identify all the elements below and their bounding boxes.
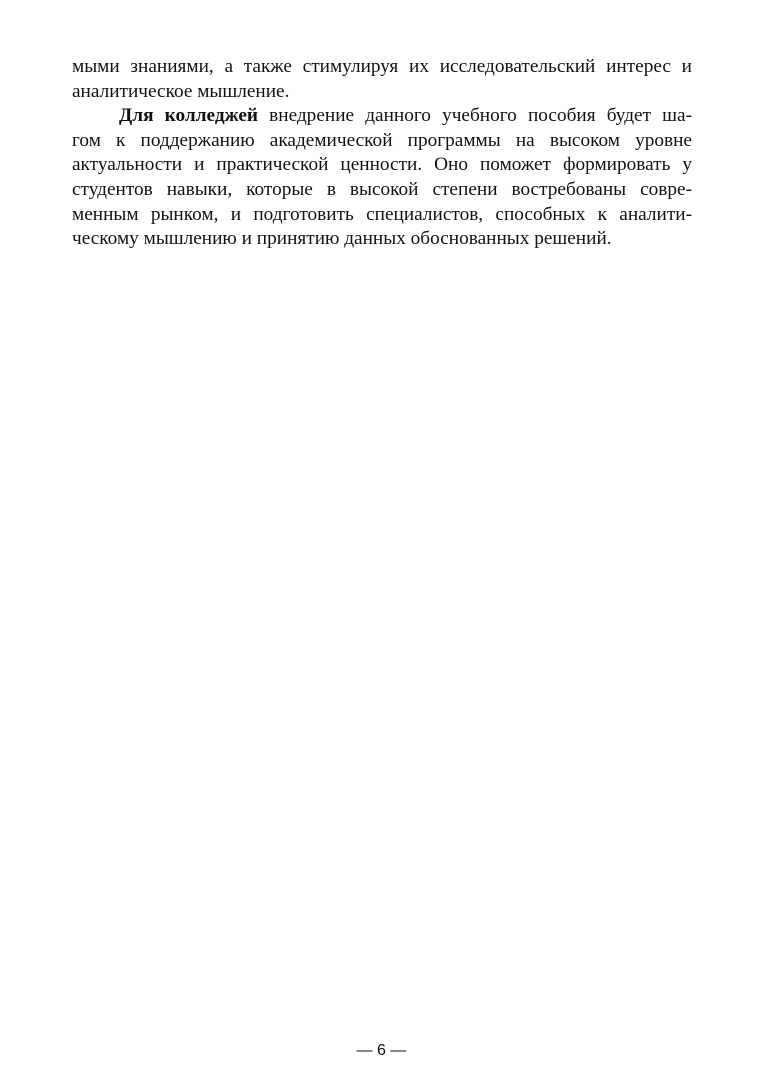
text-line bbox=[72, 104, 692, 129]
page-number: — 6 — bbox=[356, 1042, 407, 1059]
text-line: актуальности и практической ценности. Оно поможет формировать у bbox=[72, 154, 692, 176]
paragraph-colleges bbox=[72, 104, 692, 252]
body-text bbox=[72, 55, 692, 252]
bold-lead-phrase: Для колледжей bbox=[119, 105, 258, 127]
text-line: гом к поддержанию академической программы на высоком уровне bbox=[72, 129, 692, 151]
text-line: ческому мышлению и принятию данных обоснованных решений. bbox=[72, 228, 612, 250]
text-line: студентов навыки, которые в высокой степени востребованы совре- bbox=[72, 178, 692, 200]
text-line: менным рынком, и подготовить специалистов, способных к аналити- bbox=[72, 203, 692, 225]
text-line: аналитическое мышление. bbox=[72, 80, 290, 102]
text-fragment: внедрение данного учебного пособия будет ша- bbox=[258, 105, 692, 127]
text-line: мыми знаниями, а также стимулируя их исследовательский интерес и bbox=[72, 56, 692, 77]
paragraph-continued bbox=[72, 55, 692, 104]
